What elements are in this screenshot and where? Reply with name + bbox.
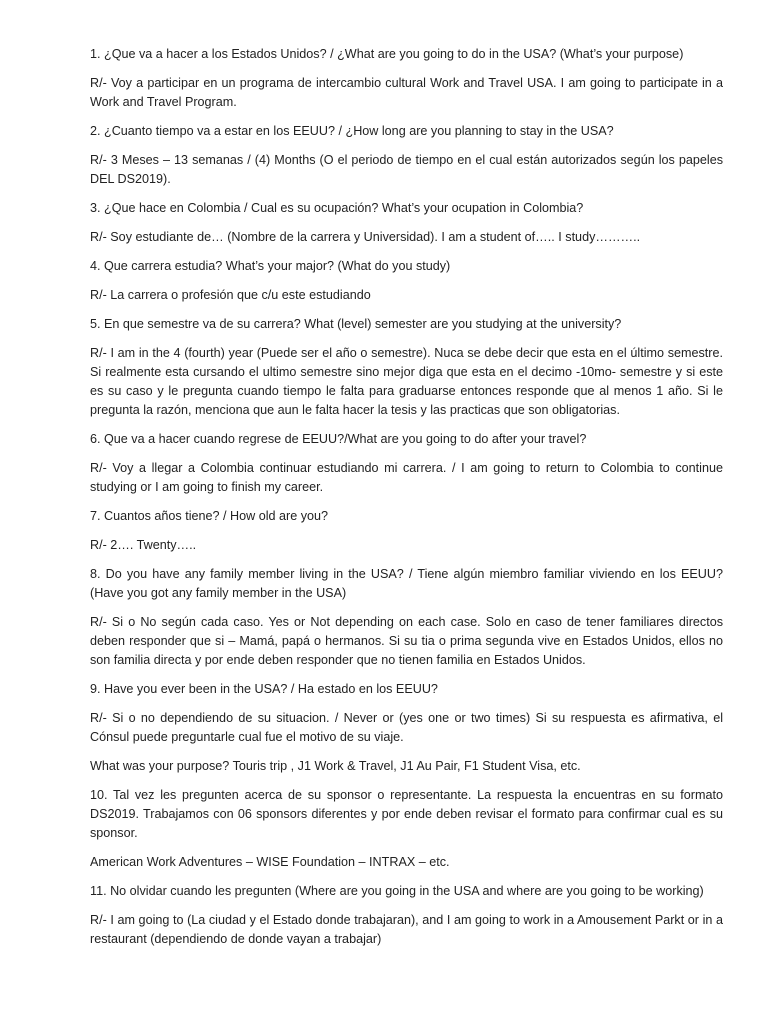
question-10: 10. Tal vez les pregunten acerca de su sponsor o representante. La respuesta la encuentras en su formato DS2019. Trabajamos con 06 sponsors diferentes y por ende deben revisar el formato para confirmar cual es su sponsor.: [90, 788, 723, 840]
document-page: [90, 45, 723, 959]
question-1: 1. ¿Que va a hacer a los Estados Unidos? / ¿What are you going to do in the USA? (What’s your purpose): [90, 47, 684, 61]
question-6: 6. Que va a hacer cuando regrese de EEUU?/What are you going to do after your travel?: [90, 432, 587, 446]
sponsor-list: American Work Adventures – WISE Foundation – INTRAX – etc.: [90, 855, 450, 869]
answer-1: R/- Voy a participar en un programa de intercambio cultural Work and Travel USA. I am going to participate in a Work and Travel Program.: [90, 76, 723, 109]
question-5: 5. En que semestre va de su carrera? What (level) semester are you studying at the university?: [90, 317, 622, 331]
answer-7: R/- 2…. Twenty…..: [90, 538, 197, 552]
answer-4: R/- La carrera o profesión que c/u este estudiando: [90, 288, 371, 302]
question-9: 9. Have you ever been in the USA? / Ha estado en los EEUU?: [90, 682, 438, 696]
question-7: 7. Cuantos años tiene? / How old are you?: [90, 509, 329, 523]
answer-2: R/- 3 Meses – 13 semanas / (4) Months (O el periodo de tiempo en el cual están autorizados según los papeles DEL DS2019).: [90, 153, 723, 186]
answer-8: R/- Si o No según cada caso. Yes or Not depending on each case. Solo en caso de tener familiares directos deben responder que si – Mamá, papá o hermanos. Si su tia o prima segunda vive en Estados Unidos, ellos no son familia directa y por ende deben responder que no tienen familia en Estados Unidos.: [90, 615, 723, 667]
answer-11: R/- I am going to (La ciudad y el Estado donde trabajaran), and I am going to work in a Amousement Parkt or in a restaurant (dependiendo de donde vayan a trabajar): [90, 913, 723, 946]
question-8: 8. Do you have any family member living in the USA? / Tiene algún miembro familiar viviendo en los EEUU? (Have you got any family member in the USA): [90, 567, 723, 600]
answer-5: R/- I am in the 4 (fourth) year (Puede ser el año o semestre). Nuca se debe decir que esta en el último semestre. Si realmente esta cursando el ultimo semestre sino mejor diga que esta en el decimo -10mo- semestre y si este es su caso y le pregunta cuando tiempo le falta para graduarse entonces responde que al menos 1 año. Si le pregunta la razón, menciona que aun le falta hacer la tesis y las practicas que son obligatorias.: [90, 346, 723, 417]
question-11: 11. No olvidar cuando les pregunten (Where are you going in the USA and where are you going to be working): [90, 884, 704, 898]
answer-9: R/- Si o no dependiendo de su situacion. / Never or (yes one or two times) Si su respuesta es afirmativa, el Cónsul puede preguntarle cual fue el motivo de su viaje.: [90, 711, 723, 744]
question-2: 2. ¿Cuanto tiempo va a estar en los EEUU? / ¿How long are you planning to stay in the USA?: [90, 124, 614, 138]
answer-6: R/- Voy a llegar a Colombia continuar estudiando mi carrera. / I am going to return to Colombia to continue studying or I am going to finish my career.: [90, 461, 723, 494]
question-3: 3. ¿Que hace en Colombia / Cual es su ocupación? What’s your ocupation in Colombia?: [90, 201, 584, 215]
question-4: 4. Que carrera estudia? What’s your major? (What do you study): [90, 259, 451, 273]
answer-9-followup: What was your purpose? Touris trip , J1 Work & Travel, J1 Au Pair, F1 Student Visa, etc.: [90, 759, 581, 773]
answer-3: R/- Soy estudiante de… (Nombre de la carrera y Universidad). I am a student of….. I study………..: [90, 230, 641, 244]
